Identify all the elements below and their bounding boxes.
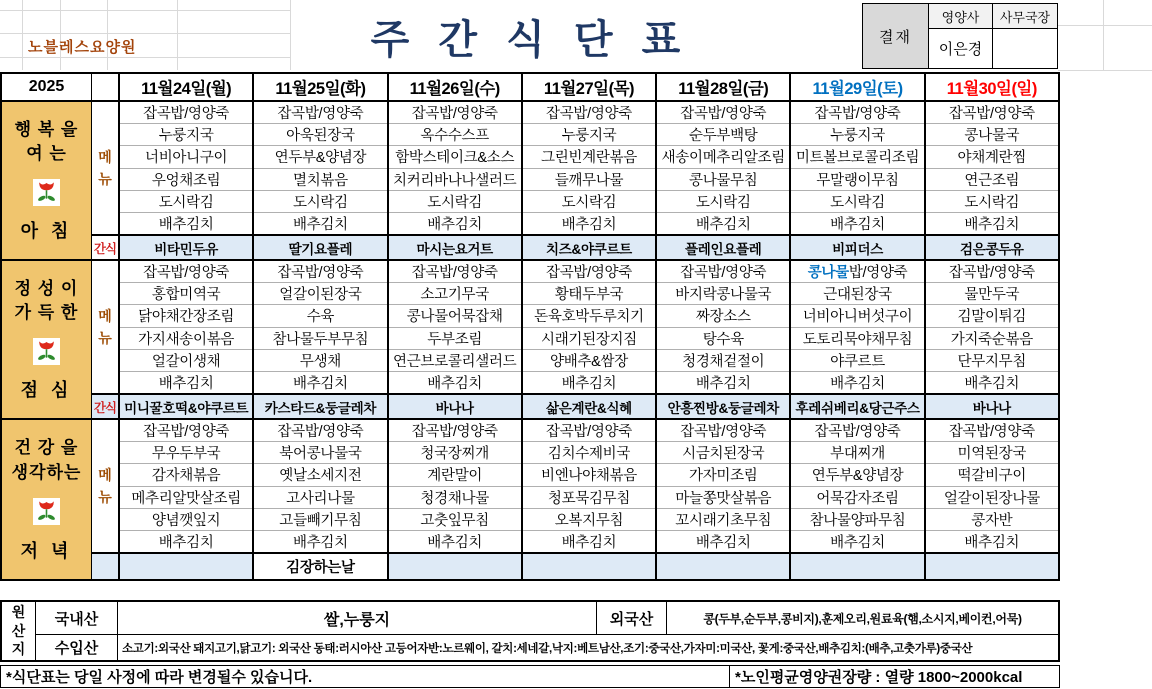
menu-item: 무말랭이무침: [791, 169, 923, 191]
lunch-slogan: 정 성 이 가 득 한: [14, 278, 79, 323]
menu-item: 계란말이: [389, 464, 521, 486]
day-header-2: 11월26일(수): [389, 74, 523, 100]
note-label-dinner: [92, 554, 118, 579]
imported-items: 소고기:외국산 돼지고기,닭고기: 외국산 동태:러시아산 고등어자반:노르웨이, 갈치:세네갈,낙지:베트남산,조기:중국산,가자미:미국산, 꽃게:중국산,배추김치:(배추,고춧가루)중국산: [122, 642, 973, 655]
menu-snack-label-column: [92, 102, 120, 579]
day-header-row: [120, 74, 1058, 100]
approval-role-dietitian: 영양사: [929, 4, 993, 29]
menu-item: 옛날소세지전: [254, 464, 386, 486]
menu-item: 콩나물 밥/영양죽: [791, 261, 923, 283]
day-header-5: 11월29일(토): [791, 74, 925, 100]
menu-item: 잡곡밥/영양죽: [926, 102, 1058, 124]
menu-item: 배추김치: [964, 375, 1020, 392]
menu-item: 잡곡밥/영양죽: [791, 102, 923, 124]
foreign-items: 콩(두부,순두부,콩비지),훈제오리,원료육(햄,소시지,베이컨,어묵): [703, 611, 1022, 626]
note-cell: [657, 554, 789, 579]
menu-item: 콩나물어묵잡채: [389, 305, 521, 327]
day-column-5: [791, 102, 925, 579]
origin-body: [36, 602, 1058, 660]
day-column-2: [389, 102, 523, 579]
note-cell: 김장하는날: [254, 554, 386, 579]
day-header-0: 11월24일(월): [120, 74, 254, 100]
menu-item: 배추김치: [561, 375, 617, 392]
menu-item: 도시락김: [926, 191, 1058, 213]
menu-item: 누룽지국: [120, 124, 252, 146]
breakfast-items: [657, 102, 789, 236]
lunch-items: [523, 261, 655, 395]
origin-domestic-row: [36, 602, 1058, 635]
approval-grid: [929, 4, 1057, 68]
menu-item: 잡곡밥/영양죽: [926, 420, 1058, 442]
menu-item: 잡곡밥/영양죽: [657, 261, 789, 283]
menu-item: 오복지무침: [523, 509, 655, 531]
menu-item: 잡곡밥/영양죽: [523, 102, 655, 124]
menu-item: 배추김치: [158, 375, 214, 392]
menu-item: 도시락김: [120, 191, 252, 213]
approval-signature-dietitian: 이은경: [929, 29, 993, 68]
menu-item: 홍합미역국: [120, 283, 252, 305]
menu-item: 잡곡밥/영양죽: [254, 261, 386, 283]
menu-item: 배추김치: [830, 534, 885, 551]
footnote-right: *노인평균영양권장량 : 열량 1800~2000kcal: [729, 666, 1059, 687]
menu-item: 콩나물무침: [657, 169, 789, 191]
menu-item: 도시락김: [389, 191, 521, 213]
menu-item: 무우두부국: [120, 442, 252, 464]
menu-item: 시래기된장지짐: [523, 328, 655, 350]
day-column-6: [926, 102, 1058, 579]
menu-item: 멸치볶음: [254, 169, 386, 191]
menu-item: 가지새송이볶음: [120, 328, 252, 350]
page-title: 주 간 식 단 표: [370, 18, 690, 62]
menu-item: 잡곡밥/영양죽: [791, 420, 923, 442]
menu-item: 잡곡밥/영양죽: [389, 102, 521, 124]
menu-item: 배추김치: [830, 216, 885, 233]
lunch-items: [389, 261, 521, 395]
menu-item: 배추김치: [158, 216, 214, 233]
meal-name-breakfast: 아 침: [20, 221, 73, 242]
approval-signature-office-director: [993, 29, 1057, 68]
menu-item: 콩나물국: [926, 124, 1058, 146]
menu-item: 청포묵김무침: [523, 487, 655, 509]
menu-item: 두부조림: [389, 328, 521, 350]
section-label-lunch: [2, 261, 92, 420]
day-header-1: 11월25일(화): [254, 74, 388, 100]
menu-item: 배추김치: [427, 375, 483, 392]
dinner-items: [791, 420, 923, 554]
note-cell: [389, 554, 521, 579]
menu-item: 잡곡밥/영양죽: [120, 102, 252, 124]
lunch-items: [120, 261, 252, 395]
footnote-band: [0, 665, 1060, 688]
snack-cell: 안흥찐방&둥글레차: [657, 395, 789, 420]
menu-item: 부대찌개: [791, 442, 923, 464]
menu-item: 짜장소스: [657, 305, 789, 327]
section-label-breakfast: [2, 102, 92, 261]
menu-item: 양배추&쌈장: [523, 350, 655, 372]
menu-item: 북어콩나물국: [254, 442, 386, 464]
breakfast-items: [791, 102, 923, 236]
menu-item: 배추김치: [427, 534, 483, 551]
menu-item: 탕수육: [657, 328, 789, 350]
menu-label-dinner: 메뉴: [92, 420, 118, 554]
breakfast-items: [523, 102, 655, 236]
dinner-items: [926, 420, 1058, 554]
footnote-left: *식단표는 당일 사정에 따라 변경될수 있습니다.: [6, 669, 313, 686]
breakfast-items: [926, 102, 1058, 236]
menu-item: 잡곡밥/영양죽: [120, 420, 252, 442]
menu-item: 고사리나물: [254, 487, 386, 509]
menu-item: 김말이튀김: [926, 305, 1058, 327]
menu-item: 배추김치: [293, 375, 348, 392]
meal-name-lunch: 점 심: [20, 380, 73, 401]
origin-imported-row: [36, 635, 1058, 660]
menu-item: 배추김치: [427, 216, 483, 233]
menu-item: 소고기무국: [389, 283, 521, 305]
menu-item: 배추김치: [964, 534, 1020, 551]
foreign-label: 외국산: [597, 602, 667, 634]
menu-item: 어묵감자조림: [791, 487, 923, 509]
menu-item: 배추김치: [695, 534, 751, 551]
day-header-4: 11월28일(금): [657, 74, 791, 100]
menu-item: 미역된장국: [926, 442, 1058, 464]
note-cell: [120, 554, 252, 579]
tulip-icon: [33, 498, 60, 525]
approval-label: 결재: [863, 4, 929, 68]
menu-item: 물만두국: [926, 283, 1058, 305]
menu-item: 함박스테이크&소스: [389, 146, 521, 168]
menu-item: 얼갈이생채: [120, 350, 252, 372]
menu-item: 치커리바나나샐러드: [389, 169, 521, 191]
menu-item: 잡곡밥/영양죽: [254, 102, 386, 124]
menu-item: 마늘쫑맛살볶음: [657, 487, 789, 509]
menu-item: 연근조림: [926, 169, 1058, 191]
menu-item: 고들빼기무침: [254, 509, 386, 531]
snack-cell: 플레인요플레: [657, 236, 789, 261]
menu-table: [0, 72, 1060, 581]
empty-corner-cell: [92, 74, 120, 100]
dinner-slogan: 건 강 을 생각하는: [11, 438, 82, 482]
menu-item: 잡곡밥/영양죽: [389, 420, 521, 442]
menu-item: 잡곡밥/영양죽: [254, 420, 386, 442]
menu-item: 배추김치: [561, 216, 617, 233]
domestic-label: 국내산: [36, 602, 118, 634]
menu-item: 감자채볶음: [120, 464, 252, 486]
menu-item: 도시락김: [791, 191, 923, 213]
menu-item: 청경채나물: [389, 487, 521, 509]
menu-item: 너비아니구이: [120, 146, 252, 168]
menu-label-lunch: 메뉴: [92, 261, 118, 395]
menu-item: 우엉채조림: [120, 169, 252, 191]
tulip-icon: [33, 179, 60, 206]
menu-item: 닭야채간장조림: [120, 305, 252, 327]
day-column-4: [657, 102, 791, 579]
approval-role-office-director: 사무국장: [993, 4, 1057, 29]
day-header-6: 11월30일(일): [946, 80, 1037, 98]
day-column-0: [120, 102, 254, 579]
menu-item: 단무지무침: [926, 350, 1058, 372]
imported-label: 수입산: [36, 635, 118, 660]
origin-block: [0, 600, 1060, 662]
menu-body: [2, 102, 1058, 579]
gridline: [1103, 0, 1104, 70]
menu-item: 배추김치: [964, 216, 1020, 233]
snack-cell: 바나나: [389, 395, 521, 420]
snack-cell: 치즈&야쿠르트: [523, 236, 655, 261]
breakfast-items: [120, 102, 252, 236]
menu-item: 바지락콩나물국: [657, 283, 789, 305]
menu-item: 배추김치: [158, 534, 214, 551]
snack-cell: 비피더스: [791, 236, 923, 261]
menu-item: 배추김치: [695, 216, 751, 233]
note-cell: [523, 554, 655, 579]
snack-cell: 검은콩두유: [926, 236, 1058, 261]
snack-cell: 비타민두유: [120, 236, 252, 261]
facility-name: 노블레스요양원: [28, 39, 137, 56]
menu-item: 새송이메추리알조림: [657, 146, 789, 168]
menu-item: 야쿠르트: [791, 350, 923, 372]
menu-item: 들깨무나물: [523, 169, 655, 191]
note-cell: [926, 554, 1058, 579]
menu-item: 무생채: [254, 350, 386, 372]
menu-item: 배추김치: [293, 216, 348, 233]
snack-cell: 후레쉬베리&당근주스: [791, 395, 923, 420]
menu-item: 꼬시래기초무침: [657, 509, 789, 531]
lunch-items: [254, 261, 386, 395]
menu-item: 청경채겉절이: [657, 350, 789, 372]
menu-item: 고춧잎무침: [389, 509, 521, 531]
menu-item: 도시락김: [657, 191, 789, 213]
menu-item: 순두부백탕: [657, 124, 789, 146]
menu-item: 누룽지국: [523, 124, 655, 146]
dinner-items: [523, 420, 655, 554]
note-cell: [791, 554, 923, 579]
menu-item: 메추리알맛살조림: [120, 487, 252, 509]
menu-item: 참나물두부무침: [254, 328, 386, 350]
dinner-items: [254, 420, 386, 554]
domestic-items: 쌀,누룽지: [118, 602, 597, 634]
snack-cell: 카스타드&둥글레차: [254, 395, 386, 420]
snack-label-lunch: 간식: [92, 395, 118, 420]
menu-item: 연근브로콜리샐러드: [389, 350, 521, 372]
origin-label: 원산지: [2, 602, 36, 660]
year-cell: 2025: [2, 74, 92, 100]
lunch-items: [657, 261, 789, 395]
menu-item: 잡곡밥/영양죽: [657, 102, 789, 124]
menu-item: 잡곡밥/영양죽: [523, 420, 655, 442]
snack-cell: 미니꿀호떡&야쿠르트: [120, 395, 252, 420]
dinner-items: [657, 420, 789, 554]
tulip-icon: [33, 338, 60, 365]
menu-item: 참나물양파무침: [791, 509, 923, 531]
menu-item: 얼갈이된장국: [254, 283, 386, 305]
menu-item: 너비아니버섯구이: [791, 305, 923, 327]
menu-item: 비엔나야채볶음: [523, 464, 655, 486]
approval-box: [862, 3, 1058, 69]
gridline: [1058, 25, 1152, 26]
menu-item: 옥수수스프: [389, 124, 521, 146]
header-band: [0, 0, 1060, 72]
menu-item: 잡곡밥/영양죽: [120, 261, 252, 283]
meal-name-dinner: 저 녁: [20, 540, 73, 561]
menu-item: 시금치된장국: [657, 442, 789, 464]
menu-item: 김치수제비국: [523, 442, 655, 464]
breakfast-items: [254, 102, 386, 236]
menu-item: 배추김치: [561, 534, 617, 551]
menu-item: 돈육호박두루치기: [523, 305, 655, 327]
menu-item: 가지죽순볶음: [926, 328, 1058, 350]
menu-item: 연두부&양념장: [254, 146, 386, 168]
menu-item: 잡곡밥/영양죽: [389, 261, 521, 283]
menu-item: 수육: [254, 305, 386, 327]
date-header-row: [2, 74, 1058, 102]
menu-item: 도시락김: [254, 191, 386, 213]
menu-item: 야채계란찜: [926, 146, 1058, 168]
menu-item: 얼갈이된장나물: [926, 487, 1058, 509]
day-column-1: [254, 102, 388, 579]
menu-item: 청국장찌개: [389, 442, 521, 464]
menu-item: 잡곡밥/영양죽: [926, 261, 1058, 283]
snack-cell: 딸기요플레: [254, 236, 386, 261]
menu-item: 배추김치: [695, 375, 751, 392]
menu-item: 배추김치: [293, 534, 348, 551]
menu-item: 콩자반: [926, 509, 1058, 531]
menu-item: 누룽지국: [791, 124, 923, 146]
menu-item: 가자미조림: [657, 464, 789, 486]
breakfast-items: [389, 102, 521, 236]
menu-item: 그린빈계란볶음: [523, 146, 655, 168]
dinner-items: [120, 420, 252, 554]
snack-cell: 삶은계란&식혜: [523, 395, 655, 420]
menu-item: 양념깻잎지: [120, 509, 252, 531]
snack-label-breakfast: 간식: [92, 236, 118, 261]
section-label-dinner: [2, 420, 92, 579]
menu-item: 미트볼브로콜리조림: [791, 146, 923, 168]
meal-label-column: [2, 102, 92, 579]
menu-item: 잡곡밥/영양죽: [523, 261, 655, 283]
menu-item: 떡갈비구이: [926, 464, 1058, 486]
day-column-3: [523, 102, 657, 579]
menu-item: 황태두부국: [523, 283, 655, 305]
snack-cell: 마시는요거트: [389, 236, 521, 261]
snack-cell: 바나나: [926, 395, 1058, 420]
lunch-items: [926, 261, 1058, 395]
breakfast-slogan: 행 복 을 여 는: [14, 119, 79, 164]
menu-item: 연두부&양념장: [791, 464, 923, 486]
menu-item: 도토리묵야채무침: [791, 328, 923, 350]
gridline: [1058, 70, 1152, 71]
menu-item: 도시락김: [523, 191, 655, 213]
menu-item: 배추김치: [830, 375, 885, 392]
lunch-items: [791, 261, 923, 395]
menu-grid: [120, 102, 1058, 579]
menu-item: 잡곡밥/영양죽: [657, 420, 789, 442]
day-header-3: 11월27일(목): [523, 74, 657, 100]
menu-item: 아욱된장국: [254, 124, 386, 146]
menu-item: 근대된장국: [791, 283, 923, 305]
dinner-items: [389, 420, 521, 554]
menu-label-breakfast: 메뉴: [92, 102, 118, 236]
